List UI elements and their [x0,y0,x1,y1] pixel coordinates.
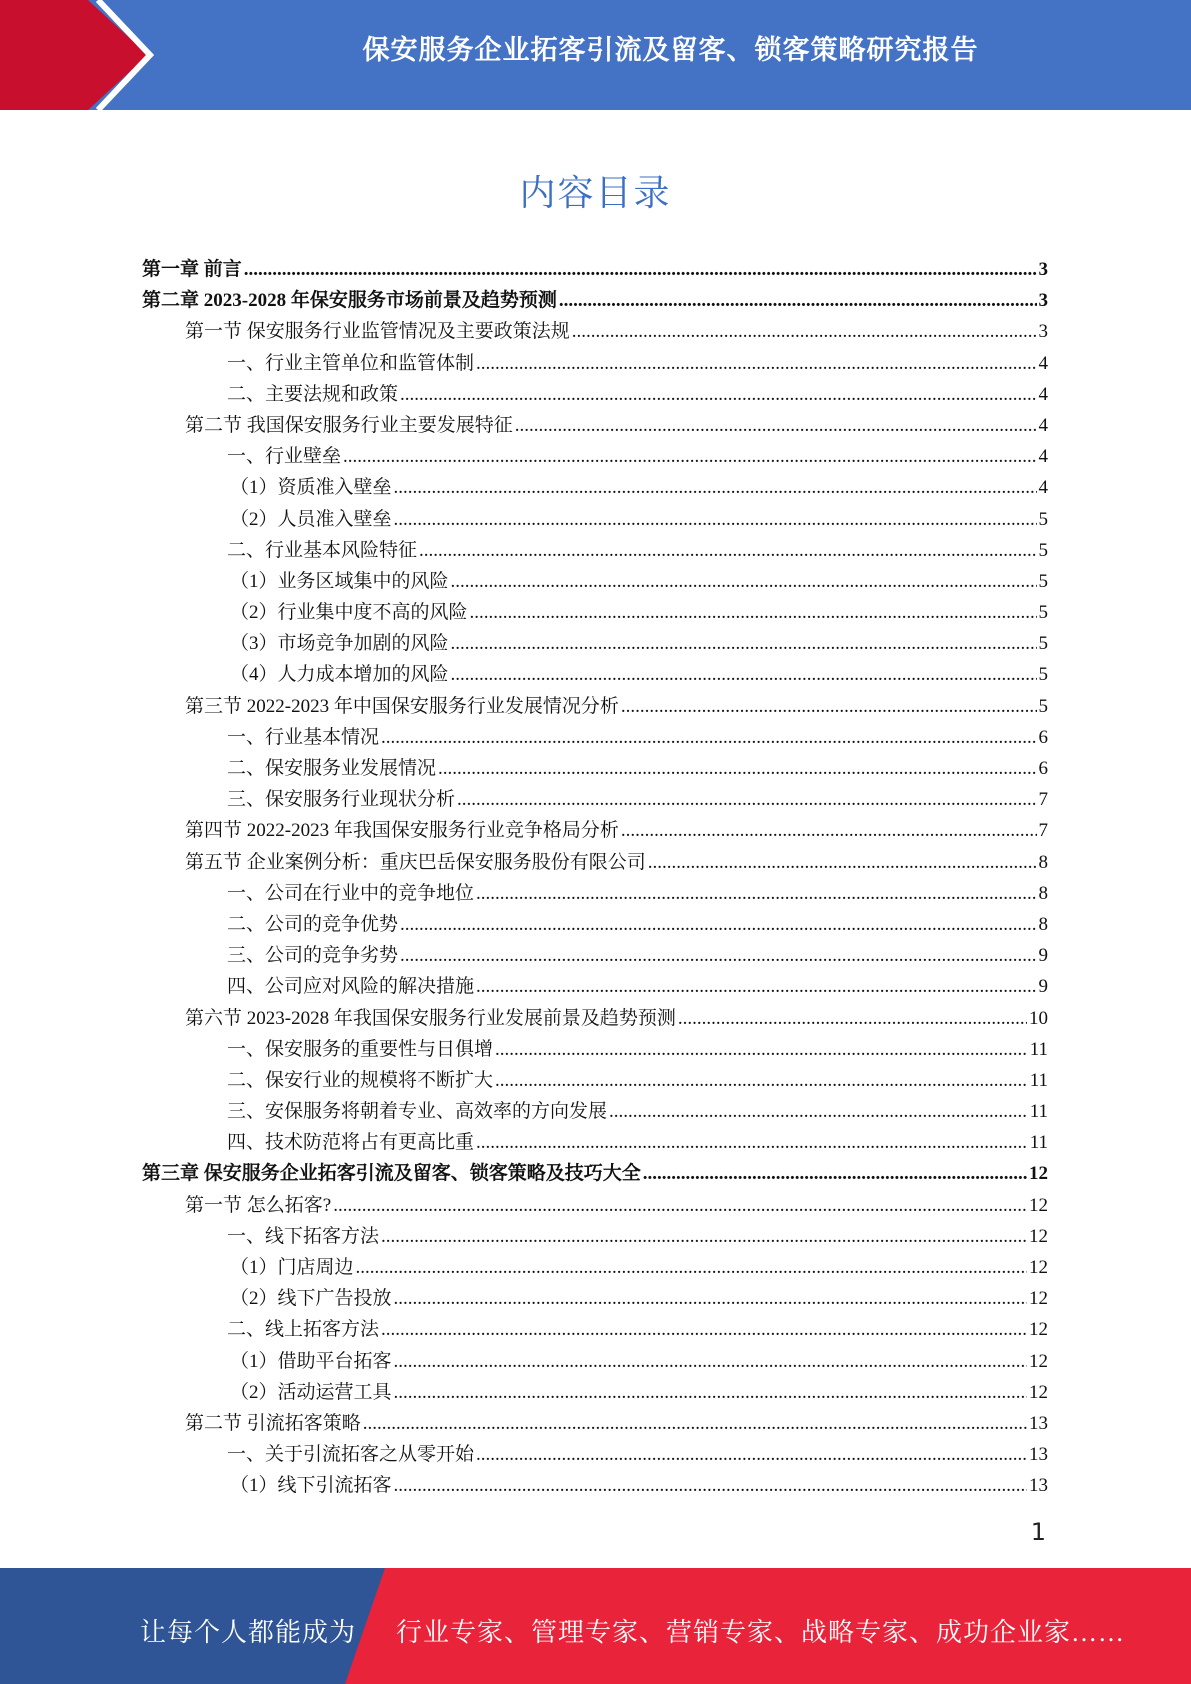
toc-entry-page: 3 [1038,259,1048,280]
toc-dot-leader [381,1221,1027,1252]
toc-entry-title: 第三章 保安服务企业拓客引流及留客、锁客策略及技巧大全 [142,1163,641,1185]
toc-entry-title: 一、关于引流拓客之从零开始 [227,1444,475,1466]
toc-entry-title: 四、技术防范将占有更高比重 [227,1132,475,1154]
toc-dot-leader [438,753,1036,784]
toc-entry[interactable] [142,1003,1048,1034]
toc-entry-page: 10 [1029,1007,1048,1029]
toc-entry-title: 二、保安服务业发展情况 [227,758,437,779]
toc-entry[interactable] [142,1314,1048,1345]
toc-entry-page: 7 [1038,789,1048,811]
toc-dot-leader [609,1096,1028,1127]
toc-entry[interactable] [142,1283,1048,1314]
toc-entry-page: 11 [1029,1038,1048,1060]
toc-dot-leader [648,847,1037,878]
footer-slogan-left: 让每个人都能成为 [140,1618,357,1647]
toc-entry-title: （3）市场竞争加剧的风险 [230,633,449,655]
toc-entry-page: 3 [1038,321,1048,343]
toc-entry[interactable] [142,1377,1048,1408]
toc-entry-title: 三、安保服务将朝着专业、高效率的方向发展 [227,1101,608,1123]
toc-entry[interactable] [142,753,1048,784]
toc-entry-title: 二、保安行业的规模将不断扩大 [227,1069,494,1091]
header-red-chevron [0,0,148,110]
toc-entry-page: 9 [1038,976,1048,998]
toc-entry-page: 11 [1029,1069,1048,1091]
toc-entry-page: 9 [1038,945,1048,967]
toc-entry-title: （1）借助平台拓客 [230,1350,392,1372]
toc-entry-page: 12 [1029,1194,1048,1216]
toc-entry-page: 5 [1038,633,1048,655]
toc-dot-leader [621,815,1037,846]
toc-entry[interactable] [142,1221,1048,1252]
toc-dot-leader [400,940,1036,971]
toc-entry[interactable] [142,254,1048,285]
toc-entry[interactable] [142,597,1048,628]
toc-entry-page: 5 [1038,539,1048,561]
toc-dot-leader [476,1127,1028,1158]
toc-entry-title: （2）线下广告投放 [230,1288,392,1310]
toc-entry-page: 12 [1029,1319,1048,1341]
toc-entry-title: 第六节 2023-2028 年我国保安服务行业发展前景及趋势预测 [185,1007,676,1029]
toc-entry-title: 一、行业壁垒 [227,446,342,468]
toc-dot-leader [678,1003,1027,1034]
toc-entry[interactable] [142,815,1048,846]
toc-entry-page: 8 [1038,913,1048,935]
header-banner [0,0,1191,110]
toc-entry-page: 12 [1029,1288,1048,1310]
toc-entry-title: （1）资质准入壁垒 [230,477,392,499]
toc-dot-leader [333,1190,1027,1221]
toc-entry[interactable] [142,847,1048,878]
toc-entry-page: 8 [1038,882,1048,904]
toc-heading: 内容目录 [519,173,672,214]
toc-entry[interactable] [142,1065,1048,1096]
toc-entry-page: 5 [1038,602,1048,624]
toc-dot-leader [495,1034,1028,1065]
toc-entry-title: 第二节 引流拓客策略 [185,1412,361,1434]
toc-entry-page: 12 [1029,1381,1048,1403]
toc-entry-title: 一、线下拓客方法 [227,1225,380,1247]
toc-entry-page: 12 [1029,1225,1048,1247]
toc-entry-page: 12 [1029,1163,1048,1185]
toc-entry-page: 11 [1029,1132,1048,1154]
toc-entry-page: 12 [1029,1350,1048,1372]
toc-dot-leader [394,1346,1027,1377]
toc-entry-title: 三、公司的竞争劣势 [227,945,399,967]
toc-entry[interactable] [142,1096,1048,1127]
toc-dot-leader [457,784,1036,815]
toc-entry[interactable] [142,1127,1048,1158]
toc-entry-page: 7 [1038,820,1048,842]
toc-dot-leader [363,1408,1027,1439]
toc-dot-leader [244,254,1037,285]
toc-entry[interactable] [142,535,1048,566]
toc-entry-page: 4 [1038,446,1048,468]
toc-entry[interactable] [142,659,1048,690]
toc-dot-leader [559,285,1037,316]
footer-banner [0,1568,1191,1684]
toc-entry[interactable] [142,1190,1048,1221]
toc-entry-title: 第二节 我国保安服务行业主要发展特征 [185,414,513,436]
toc-entry[interactable] [142,504,1048,535]
toc-entry-page: 3 [1038,290,1048,312]
toc-entry[interactable] [142,379,1048,410]
toc-dot-leader [495,1065,1028,1096]
toc-entry[interactable] [142,722,1048,753]
toc-dot-leader [572,316,1037,347]
toc-entry[interactable] [142,1252,1048,1283]
toc-entry[interactable] [142,1034,1048,1065]
toc-dot-leader [381,1314,1027,1345]
toc-entry[interactable] [142,909,1048,940]
toc-entry-page: 4 [1038,383,1048,405]
table-of-contents [142,254,1048,1502]
page-number: 1 [1030,1518,1046,1546]
toc-entry-title: 一、行业基本情况 [227,726,380,748]
toc-entry[interactable] [142,784,1048,815]
toc-entry-title: 第一节 保安服务行业监管情况及主要政策法规 [185,321,570,343]
toc-entry[interactable] [142,691,1048,722]
toc-entry[interactable] [142,348,1048,379]
toc-entry[interactable] [142,878,1048,909]
toc-entry-title: 一、公司在行业中的竞争地位 [227,882,475,904]
toc-entry-page: 13 [1029,1475,1048,1497]
toc-entry-page: 6 [1038,726,1048,748]
toc-entry-title: 二、主要法规和政策 [227,383,399,405]
toc-entry[interactable] [142,410,1048,441]
toc-entry-title: （2）行业集中度不高的风险 [230,602,468,624]
footer-slogan-right: 行业专家、管理专家、营销专家、战略专家、成功企业家…… [396,1618,1126,1647]
toc-dot-leader [394,1377,1027,1408]
toc-entry-page: 5 [1038,664,1048,686]
toc-dot-leader [394,504,1037,535]
toc-entry[interactable] [142,940,1048,971]
toc-dot-leader [400,909,1036,940]
toc-entry[interactable] [142,285,1048,316]
toc-entry-page: 5 [1038,695,1048,717]
toc-dot-leader [621,691,1037,722]
toc-entry-title: 第三节 2022-2023 年中国保安服务行业发展情况分析 [185,695,619,717]
toc-entry-page: 4 [1038,414,1048,436]
toc-entry-title: （1）业务区域集中的风险 [230,570,449,592]
toc-entry[interactable] [142,971,1048,1002]
toc-entry-page: 12 [1029,1257,1048,1278]
toc-dot-leader [470,597,1037,628]
toc-entry-title: （4）人力成本增加的风险 [230,664,449,686]
toc-entry-page: 13 [1029,1412,1048,1434]
toc-dot-leader [394,1470,1027,1501]
toc-dot-leader [476,1439,1027,1470]
toc-dot-leader [643,1158,1027,1189]
toc-dot-leader [476,348,1036,379]
toc-entry-title: 一、保安服务的重要性与日俱增 [227,1038,494,1060]
toc-entry-title: 三、保安服务行业现状分析 [227,789,456,811]
toc-dot-leader [419,535,1036,566]
toc-entry-title: 一、行业主管单位和监管体制 [227,352,475,374]
toc-entry[interactable] [142,1158,1048,1189]
toc-entry-title: 四、公司应对风险的解决措施 [227,976,475,998]
toc-entry[interactable] [142,316,1048,347]
toc-entry[interactable] [142,1470,1048,1501]
toc-entry-title: 第四节 2022-2023 年我国保安服务行业竞争格局分析 [185,820,619,842]
toc-entry-title: （2）活动运营工具 [230,1381,392,1403]
toc-dot-leader [515,410,1037,441]
toc-entry-title: 第五节 企业案例分析：重庆巴岳保安服务股份有限公司 [185,851,646,873]
report-title: 保安服务企业拓客引流及留客、锁客策略研究报告 [362,35,979,66]
toc-dot-leader [451,566,1037,597]
toc-entry-page: 5 [1038,508,1048,530]
toc-entry[interactable] [142,566,1048,597]
toc-entry-title: 第一章 前言 [142,259,242,280]
toc-dot-leader [394,472,1037,503]
toc-entry-title: （1）门店周边 [230,1257,354,1278]
toc-entry-title: （1）线下引流拓客 [230,1475,392,1497]
toc-entry[interactable] [142,441,1048,472]
toc-entry-title: 二、行业基本风险特征 [227,539,418,561]
toc-entry-title: （2）人员准入壁垒 [230,508,392,530]
toc-dot-leader [476,878,1036,909]
toc-dot-leader [451,659,1037,690]
toc-entry[interactable] [142,1346,1048,1377]
toc-entry-page: 6 [1038,758,1048,779]
toc-entry[interactable] [142,628,1048,659]
toc-dot-leader [451,628,1037,659]
toc-entry-title: 第一节 怎么拓客? [185,1194,332,1216]
toc-entry-title: 二、公司的竞争优势 [227,913,399,935]
toc-entry[interactable] [142,1408,1048,1439]
toc-entry-page: 11 [1029,1101,1048,1123]
toc-entry-page: 8 [1038,851,1048,873]
toc-entry-page: 5 [1038,570,1048,592]
toc-entry-page: 4 [1038,352,1048,374]
toc-dot-leader [476,971,1036,1002]
toc-dot-leader [356,1252,1027,1283]
toc-entry-page: 4 [1038,477,1048,499]
toc-entry[interactable] [142,1439,1048,1470]
toc-entry-page: 13 [1029,1444,1048,1466]
toc-entry-title: 二、线上拓客方法 [227,1319,380,1341]
toc-entry[interactable] [142,472,1048,503]
toc-dot-leader [343,441,1036,472]
toc-entry-title: 第二章 2023-2028 年保安服务市场前景及趋势预测 [142,290,557,312]
toc-dot-leader [381,722,1036,753]
toc-dot-leader [400,379,1036,410]
toc-dot-leader [394,1283,1027,1314]
